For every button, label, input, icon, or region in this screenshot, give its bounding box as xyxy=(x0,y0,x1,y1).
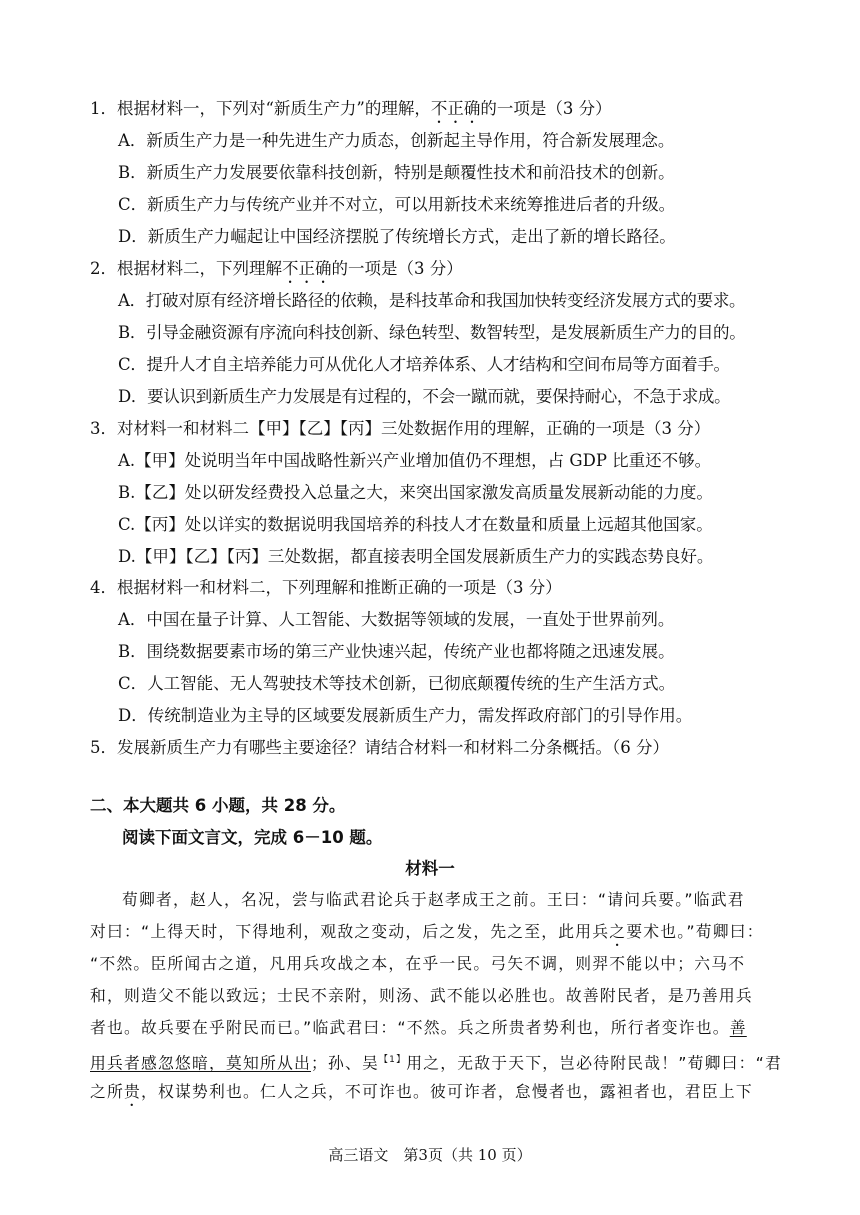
q4-stem: 4．根据材料一和材料二，下列理解和推断正确的一项是（3 分） xyxy=(90,578,562,597)
passage-line-4: 和，则造父不能以致远；士民不亲附，则汤、武不能以必胜也。故善附民者，是乃善用兵 xyxy=(90,986,753,1005)
q3-option-d: D.【甲】【乙】【丙】三处数据，都直接表明全国发展新质生产力的实践态势良好。 xyxy=(118,547,714,566)
section2-heading: 二、本大题共 6 小题，共 28 分。 xyxy=(90,796,346,815)
q2-option-c: C．提升人才自主培养能力可从优化人才培养体系、人才结构和空间布局等方面着手。 xyxy=(118,355,730,374)
q1-option-a: A．新质生产力是一种先进生产力质态，创新起主导作用，符合新发展理念。 xyxy=(118,131,675,150)
passage-emphasis-gui: 贵 xyxy=(124,1082,141,1101)
passage-emphasis-zhi: 之 xyxy=(609,922,627,941)
q1-option-c: C．新质生产力与传统产业并不对立，可以用新技术来统筹推进后者的升级。 xyxy=(118,195,676,214)
q3-stem: 3．对材料一和材料二【甲】【乙】【丙】三处数据作用的理解，正确的一项是（3 分） xyxy=(90,419,711,438)
passage-line-3: “不然。臣所闻古之道，凡用兵攻战之本，在乎一民。弓矢不调，则羿不能以中；六马不 xyxy=(90,954,746,973)
passage-line-6 xyxy=(90,1049,782,1074)
q1-stem-text: 1．根据材料一，下列对“新质生产力”的理解， xyxy=(90,99,431,118)
passage-underline-sentence: 用兵者感忽悠暗，莫知所从出 xyxy=(90,1053,311,1073)
passage-line-1: 荀卿者，赵人，名况，尝与临武君论兵于赵孝成王之前。王曰：“请问兵要。”临武君 xyxy=(122,890,745,909)
q4-option-c: C．人工智能、无人驾驶技术等技术创新，已彻底颠覆传统的生产生活方式。 xyxy=(118,674,676,693)
q3-option-b: B.【乙】处以研发经费投入总量之大，来突出国家激发高质量发展新动能的力度。 xyxy=(118,483,713,502)
passage-line-5 xyxy=(90,1017,747,1039)
q2-option-b: B．引导金融资源有序流向科技创新、绿色转型、数智转型，是发展新质生产力的目的。 xyxy=(118,323,746,342)
passage-line-2-text: 对曰：“上得天时，下得地利，观敌之变动，后之发，先之至，此用兵 xyxy=(90,922,610,941)
page-footer: 高三语文 第3页（共 10 页） xyxy=(328,1146,532,1164)
q1-stem xyxy=(90,98,612,127)
material-title: 材料一 xyxy=(405,859,455,878)
q1-option-d: D．新质生产力崛起让中国经济摆脱了传统增长方式，走出了新的增长路径。 xyxy=(118,227,676,246)
passage-line-7 xyxy=(90,1081,753,1110)
q3-option-a: A.【甲】处说明当年中国战略性新兴产业增加值仍不理想，占 GDP 比重还不够。 xyxy=(118,451,712,470)
passage-line-7-tail: ，权谋势利也。仁人之兵，不可诈也。彼可诈者，怠慢者也，露袒者也，君臣上下 xyxy=(141,1082,753,1101)
q4-option-b: B．围绕数据要素市场的第三产业快速兴起，传统产业也都将随之迅速发展。 xyxy=(118,642,675,661)
q1-option-b: B．新质生产力发展要依靠科技创新，特别是颠覆性技术和前沿技术的创新。 xyxy=(118,163,675,182)
q5-stem: 5．发展新质生产力有哪些主要途径？请结合材料一和材料二分条概括。（6 分） xyxy=(90,738,669,757)
q2-option-a: A．打破对原有经济增长路径的依赖，是科技革命和我国加快转变经济发展方式的要求。 xyxy=(118,291,746,310)
q2-emphasis: 不正确 xyxy=(282,259,332,278)
q4-option-a: A．中国在量子计算、人工智能、大数据等领域的发展，一直处于世界前列。 xyxy=(118,610,675,629)
passage-underline-start: 善 xyxy=(729,1018,747,1037)
q4-option-d: D．传统制造业为主导的区域要发展新质生产力，需发挥政府部门的引导作用。 xyxy=(118,706,693,725)
section2-instruction: 阅读下面文言文，完成 6－10 题。 xyxy=(122,828,383,847)
q2-stem-score: 的一项是（3 分） xyxy=(331,259,463,278)
passage-line-2 xyxy=(90,921,764,950)
q2-stem xyxy=(90,258,463,287)
passage-line-7-text: 之所 xyxy=(90,1082,124,1101)
passage-line-5-text: 者也。故兵要在乎附民而已。”临武君曰：“不然。兵之所贵者势利也，所行者变诈也。 xyxy=(90,1018,730,1037)
q1-stem-score: 的一项是（3 分） xyxy=(480,99,612,118)
passage-line-6-tail: 用之，无敌于天下，岂必待附民哉！”荀卿曰：“君 xyxy=(406,1053,782,1073)
q2-stem-text: 2．根据材料二，下列理解 xyxy=(90,259,282,278)
q2-option-d: D．要认识到新质生产力发展是有过程的，不会一蹴而就，要保持耐心，不急于求成。 xyxy=(118,387,731,406)
footnote-marker: 【1】 xyxy=(378,1055,407,1065)
passage-line-2-tail: 要术也。”荀卿曰： xyxy=(626,922,764,941)
q1-emphasis: 不正确 xyxy=(430,99,481,118)
passage-line-6-text: ；孙、吴 xyxy=(310,1053,379,1073)
q3-option-c: C.【丙】处以详实的数据说明我国培养的科技人才在数量和质量上远超其他国家。 xyxy=(118,515,713,534)
